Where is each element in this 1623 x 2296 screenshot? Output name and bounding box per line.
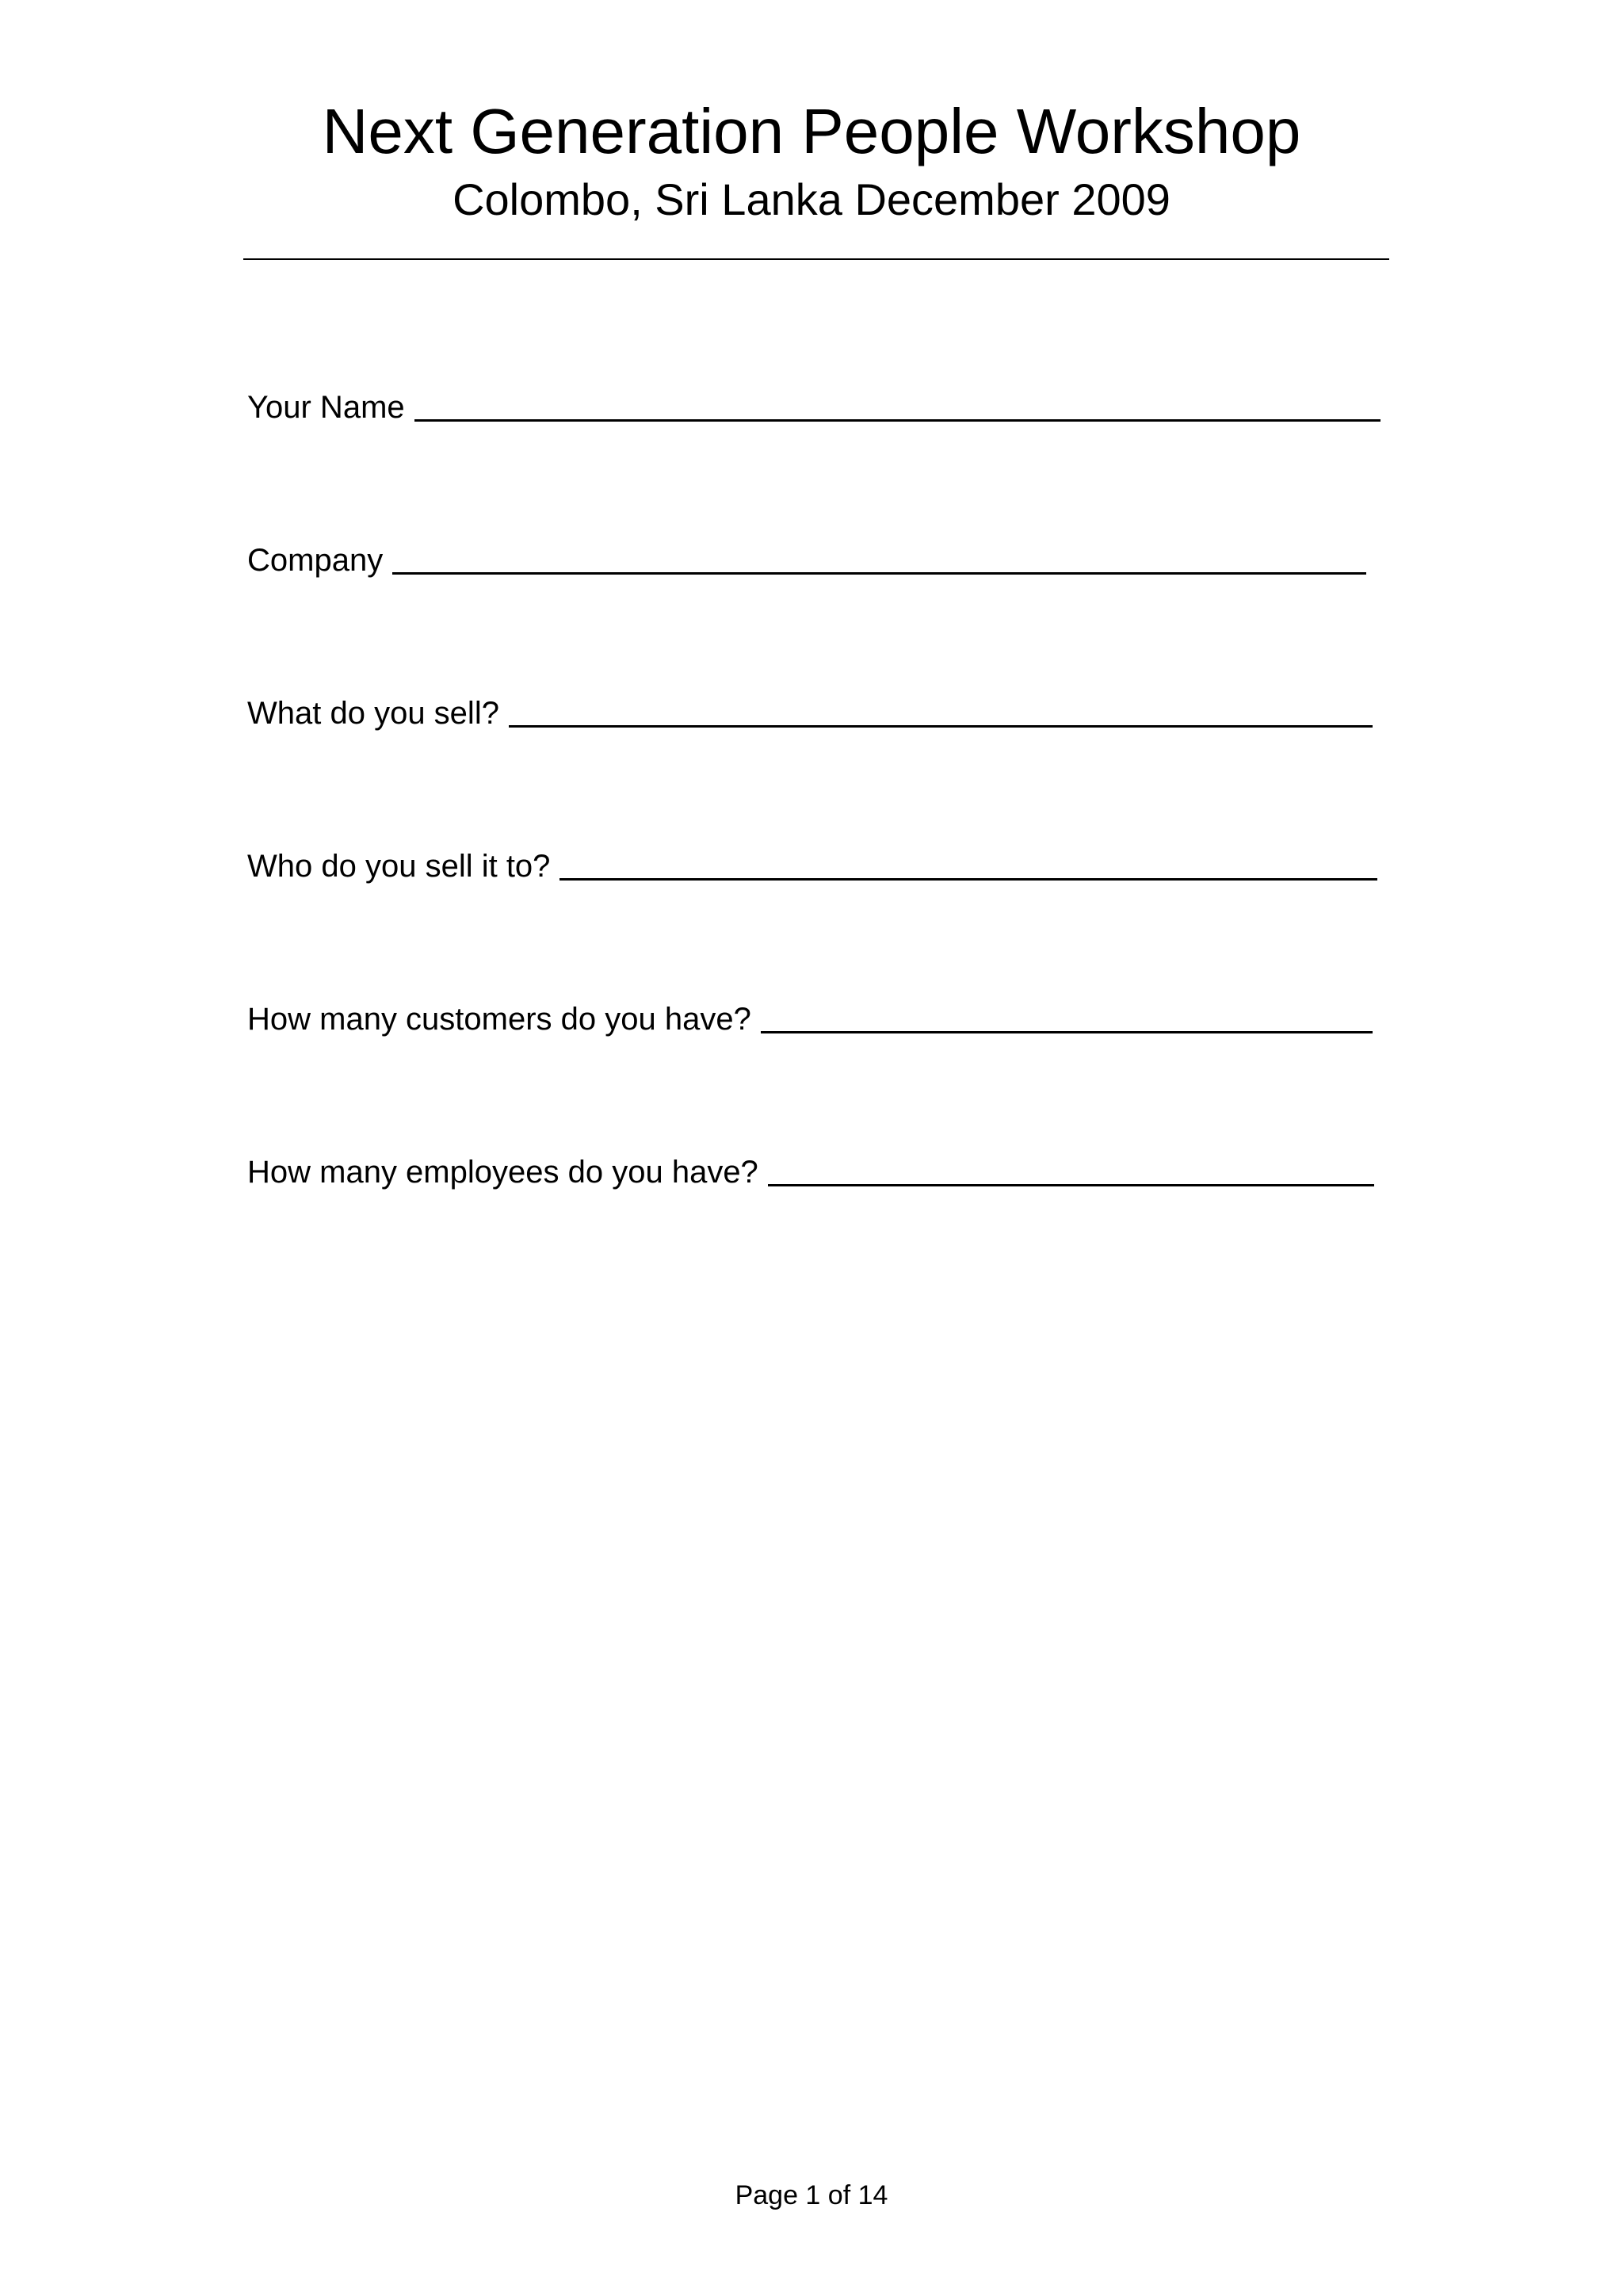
field-row-your-name bbox=[247, 372, 1381, 428]
field-row-employees-count bbox=[247, 1137, 1381, 1193]
field-label-employees-count: How many employees do you have? bbox=[247, 1155, 758, 1190]
what-do-you-sell-blank-line[interactable] bbox=[509, 725, 1373, 728]
field-label-customers-count: How many customers do you have? bbox=[247, 1002, 751, 1037]
field-label-who-do-you-sell-it-to: Who do you sell it to? bbox=[247, 849, 551, 884]
header-divider bbox=[243, 258, 1389, 260]
page-subtitle: Colombo, Sri Lanka December 2009 bbox=[453, 174, 1170, 224]
field-label-what-do-you-sell: What do you sell? bbox=[247, 696, 499, 731]
page-title: Next Generation People Workshop bbox=[322, 96, 1301, 166]
field-label-company: Company bbox=[247, 543, 384, 578]
field-row-company bbox=[247, 525, 1381, 581]
field-row-who-do-you-sell-it-to bbox=[247, 831, 1381, 887]
field-row-customers-count bbox=[247, 984, 1381, 1040]
your-name-blank-line[interactable] bbox=[414, 419, 1381, 422]
employees-count-blank-line[interactable] bbox=[768, 1184, 1374, 1186]
page-number: Page 1 of 14 bbox=[735, 2180, 888, 2210]
company-blank-line[interactable] bbox=[392, 572, 1366, 575]
field-row-what-do-you-sell bbox=[247, 678, 1381, 734]
registration-form bbox=[247, 372, 1381, 1290]
document-header bbox=[0, 95, 1623, 227]
who-do-you-sell-it-to-blank-line[interactable] bbox=[559, 878, 1377, 881]
field-label-your-name: Your Name bbox=[247, 390, 405, 425]
customers-count-blank-line[interactable] bbox=[761, 1031, 1373, 1033]
